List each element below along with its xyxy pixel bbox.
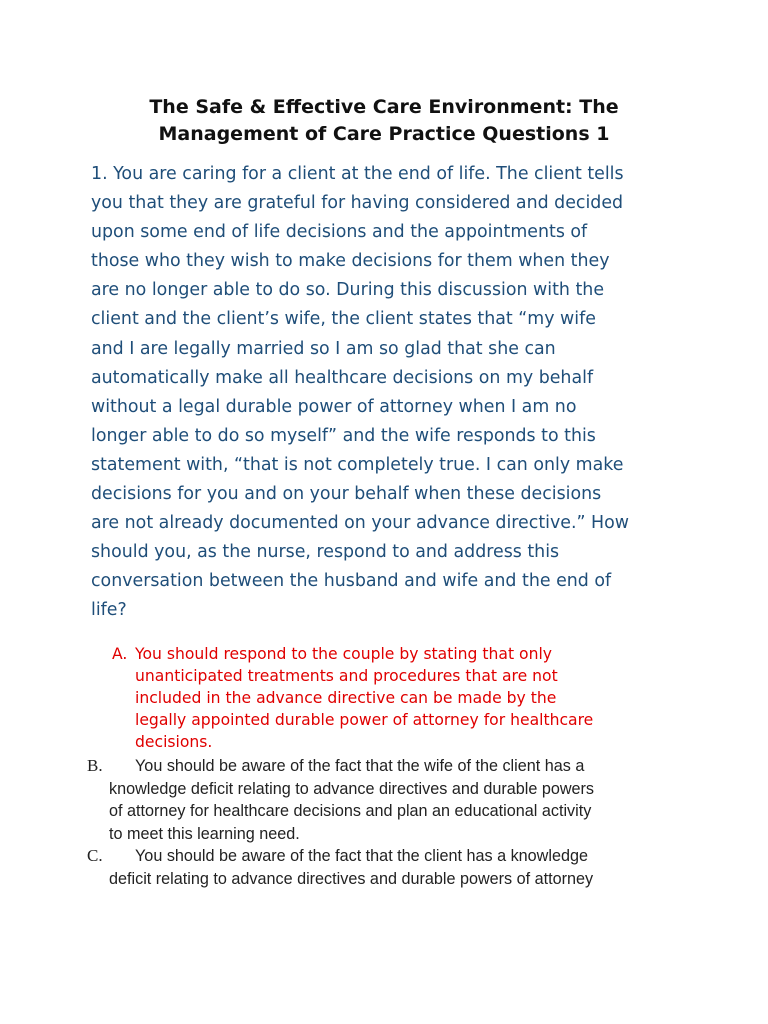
question-line: are no longer able to do so. During this discussion with the <box>91 280 605 301</box>
question-line: life? <box>91 600 127 621</box>
option-line: decisions. <box>135 733 213 751</box>
option-line: deficit relating to advance directives and durable powers of attorney <box>109 869 594 888</box>
option-text <box>135 643 692 753</box>
question-line: automatically make all healthcare decisions on my behalf <box>91 367 594 388</box>
question-line: longer able to do so myself” and the wife responds to this <box>91 425 596 446</box>
title-line: The Safe & Effective Care Environment: The <box>149 96 619 118</box>
question-line: conversation between the husband and wife and the end of <box>91 571 612 592</box>
title-line: Management of Care Practice Questions 1 <box>158 123 610 145</box>
answer-option-a <box>112 643 692 753</box>
question-line: you that they are grateful for having considered and decided <box>91 193 624 214</box>
question-text <box>91 160 691 626</box>
question-line: decisions for you and on your behalf when these decisions <box>91 484 602 505</box>
question-line: are not already documented on your advance directive.” How <box>91 513 629 534</box>
question-line: without a legal durable power of attorney when I am no <box>91 396 577 417</box>
option-line: knowledge deficit relating to advance directives and durable powers <box>109 779 595 798</box>
question-line: upon some end of life decisions and the appointments of <box>91 222 588 243</box>
question-line: statement with, “that is not completely true. I can only make <box>91 454 624 475</box>
answer-option-c <box>87 845 687 890</box>
question-line: 1. You are caring for a client at the end of life. The client tells <box>91 164 624 184</box>
option-line: included in the advance directive can be made by the <box>135 689 557 707</box>
option-letter: C. <box>87 846 103 865</box>
question-line: those who they wish to make decisions for them when they <box>91 251 610 272</box>
page-title <box>60 94 708 148</box>
option-letter: A. <box>112 645 128 663</box>
question-line: and I are legally married so I am so glad that she can <box>91 338 556 359</box>
option-line: You should be aware of the fact that the wife of the client has a <box>135 757 585 775</box>
option-line: You should be aware of the fact that the client has a knowledge <box>135 847 588 865</box>
question-line: should you, as the nurse, respond to and address this <box>91 542 560 563</box>
option-letter: B. <box>87 756 103 775</box>
option-line: legally appointed durable power of attorney for healthcare <box>135 711 594 729</box>
question-line: client and the client’s wife, the client states that “my wife <box>91 309 596 330</box>
option-line: to meet this learning need. <box>109 824 300 843</box>
option-line: unanticipated treatments and procedures that are not <box>135 667 558 685</box>
option-line: of attorney for healthcare decisions and plan an educational activity <box>109 802 592 820</box>
option-line: You should respond to the couple by stating that only <box>135 645 553 663</box>
answer-option-b <box>87 755 687 845</box>
